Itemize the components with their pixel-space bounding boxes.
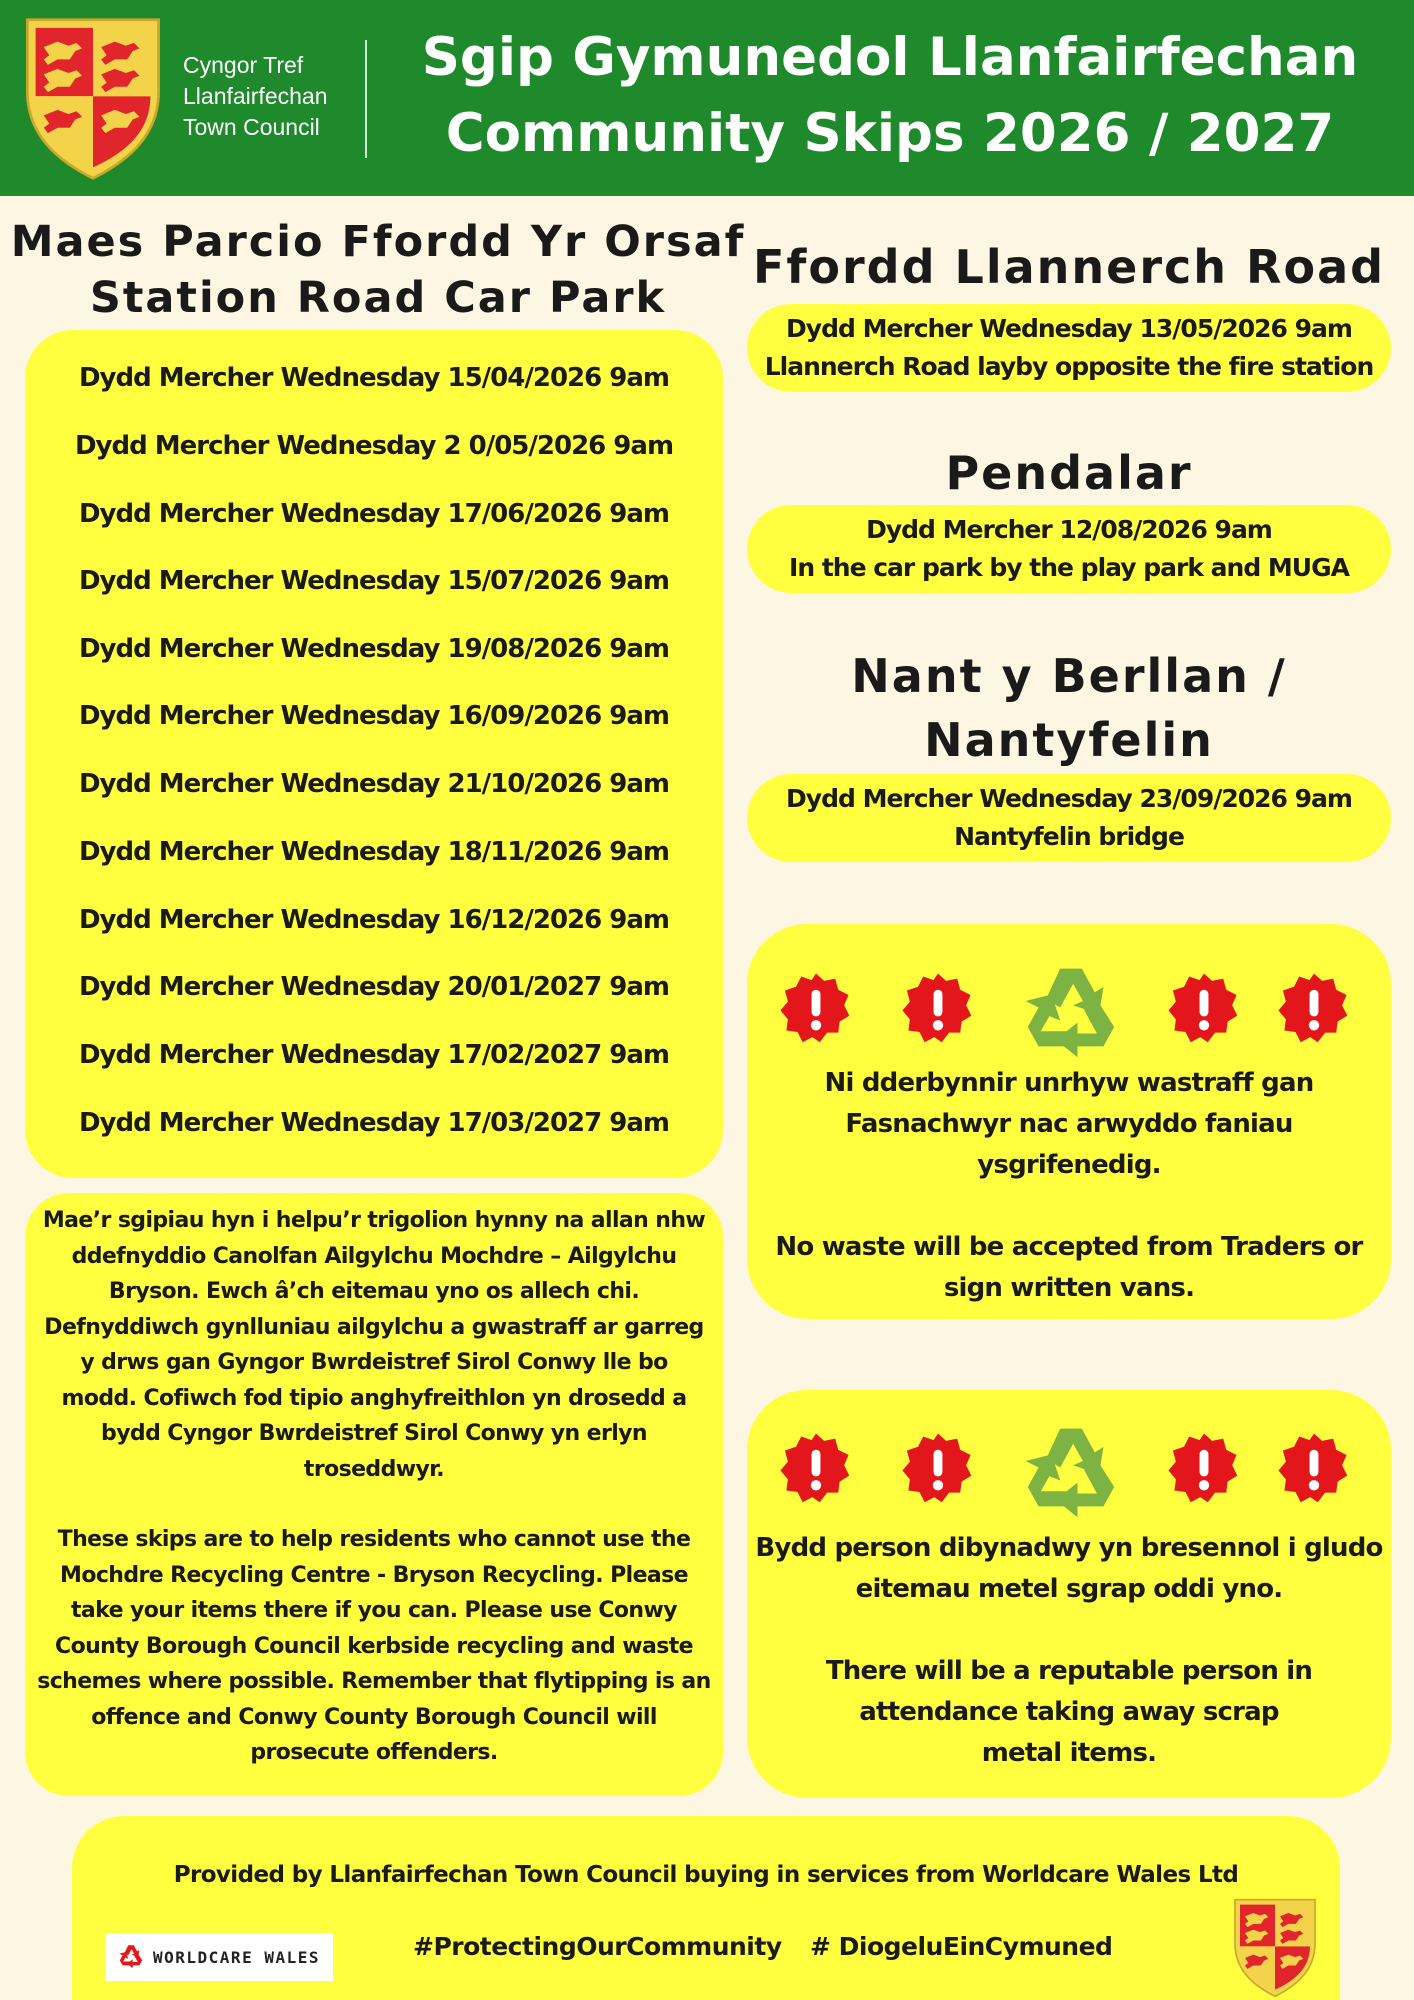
notice-welsh-line: Bydd person dibynadwy yn bresennol i gludo [755,1533,1383,1563]
notice-spacer [747,1186,1391,1227]
alert-badge-icon [779,1432,853,1506]
alert-badge-icon [901,1432,975,1506]
nantyfelin-details [747,774,1391,862]
worldcare-logo-text: WORLDCARE WALES [153,1947,320,1967]
date-item: Dydd Mercher Wednesday 16/09/2026 9am [78,701,670,731]
council-name-line: Town Council [183,114,320,140]
date-item: Dydd Mercher Wednesday 17/06/2026 9am [78,499,670,529]
date-item: Dydd Mercher Wednesday 17/02/2027 9am [78,1040,670,1070]
llannerch-heading: Ffordd Llannerch Road [752,240,1386,294]
alert-badge-icon [1277,1432,1351,1506]
crest-icon [1232,1898,1318,1998]
info-welsh-line: Defnyddiwch gynlluniau ailgylchu a gwastraff ar garreg [44,1314,704,1340]
nantyfelin-date: Dydd Mercher Wednesday 23/09/2026 9am [786,784,1352,813]
llannerch-location: Llannerch Road layby opposite the fire station [764,352,1374,381]
pendalar-details [747,505,1391,593]
page-title-welsh: Sgip Gymunedol Llanfairfechan [421,27,1359,88]
notice-english-line: There will be a reputable person in [825,1656,1313,1686]
date-item: Dydd Mercher Wednesday 2 0/05/2026 9am [74,431,674,461]
pendalar-date: Dydd Mercher 12/08/2026 9am [866,515,1272,544]
notice-scrap [747,1390,1391,1798]
notice-icon-row [747,944,1391,1054]
station-road-dates-panel [25,330,723,1178]
info-welsh-line: y drws gan Gyngor Bwrdeistref Sirol Conwy lle bo [80,1350,668,1375]
header-banner [0,0,1414,196]
notice-welsh-line: eitemau metel sgrap oddi yno. [855,1574,1283,1604]
nantyfelin-location: Nantyfelin bridge [954,822,1184,851]
llannerch-date: Dydd Mercher Wednesday 13/05/2026 9am [786,314,1352,343]
info-english-line: offence and Conwy County Borough Council will [91,1704,657,1730]
council-name [183,50,363,143]
alert-badge-icon [779,972,853,1046]
recycle-logo-icon [117,1943,145,1971]
notice-traders-text [747,1063,1391,1309]
date-item: Dydd Mercher Wednesday 15/04/2026 9am [78,363,670,393]
date-item: Dydd Mercher Wednesday 17/03/2027 9am [78,1108,670,1138]
station-road-heading-english: Station Road Car Park [89,273,667,323]
info-english-line: County Borough Council kerbside recycling and waste [55,1633,693,1659]
header-divider [365,40,367,158]
recycle-icon [1017,960,1125,1068]
notice-scrap-text [747,1528,1391,1774]
info-panel [25,1193,723,1796]
worldcare-logo [105,1933,333,1981]
recycle-icon [1017,1420,1125,1528]
alert-badge-icon [1167,972,1241,1046]
date-item: Dydd Mercher Wednesday 18/11/2026 9am [78,837,670,867]
notice-spacer [747,1610,1391,1651]
notice-english-line: No waste will be accepted from Traders or [775,1232,1363,1262]
hashtag-welsh: # DiogeluEinCymuned [810,1932,1113,1961]
notice-welsh-line: Ni dderbynnir unrhyw wastraff gan [824,1068,1314,1098]
date-item: Dydd Mercher Wednesday 15/07/2026 9am [78,566,670,596]
footer-panel [72,1816,1340,2000]
provided-by-text: Provided by Llanfairfechan Town Council buying in services from Worldcare Wales Ltd [173,1862,1239,1888]
alert-badge-icon [1277,972,1351,1046]
info-spacer [25,1487,723,1522]
date-item: Dydd Mercher Wednesday 16/12/2026 9am [78,905,670,935]
date-item: Dydd Mercher Wednesday 20/01/2027 9am [78,972,670,1002]
page-title-english: Community Skips 2026 / 2027 [445,103,1335,164]
info-english-line: These skips are to help residents who cannot use the [57,1527,691,1552]
council-name-line: Cyngor Tref [183,52,304,78]
alert-badge-icon [1167,1432,1241,1506]
info-english-line: Mochdre Recycling Centre - Bryson Recycling. Please [60,1562,688,1588]
date-item: Dydd Mercher Wednesday 21/10/2026 9am [78,769,670,799]
nantyfelin-heading-line: Nantyfelin [924,713,1214,767]
nantyfelin-heading-line: Nant y Berllan / [851,649,1287,703]
page-title [390,20,1390,172]
date-item: Dydd Mercher Wednesday 19/08/2026 9am [78,634,670,664]
notice-english-line: attendance taking away scrap [859,1697,1279,1727]
pendalar-heading: Pendalar [945,446,1193,500]
info-welsh-line: Mae’r sgipiau hyn i helpu’r trigolion hynny na allan nhw [42,1208,706,1233]
info-welsh-line: Bryson. Ewch â’ch eitemau yno os allech chi. [108,1279,640,1304]
notice-english-line: metal items. [981,1738,1157,1768]
info-welsh-line: modd. Cofiwch fod tipio anghyfreithlon yn drosedd a [61,1385,687,1411]
info-welsh-line: troseddwyr. [303,1456,445,1482]
station-road-heading-welsh: Maes Parcio Ffordd Yr Orsaf [10,217,746,267]
station-road-heading [0,214,756,326]
llannerch-details [747,304,1391,392]
info-welsh-line: bydd Cyngor Bwrdeistref Sirol Conwy yn erlyn [101,1421,647,1446]
hashtag-english: #ProtectingOurCommunity [413,1932,782,1961]
crest-icon [23,17,163,181]
info-welsh-line: ddefnyddio Canolfan Ailgylchu Mochdre – Ailgylchu [71,1243,677,1269]
info-english-line: take your items there if you can. Please use Conwy [71,1598,677,1623]
council-name-line: Llanfairfechan [183,83,328,109]
nantyfelin-heading [747,644,1391,772]
notice-welsh-line: Fasnachwyr nac arwyddo faniau [845,1109,1293,1139]
alert-badge-icon [901,972,975,1046]
info-english-line: schemes where possible. Remember that flytipping is an [37,1669,711,1694]
pendalar-location: In the car park by the play park and MUGA [789,553,1349,582]
notice-icon-row [747,1410,1391,1520]
notice-traders [747,924,1391,1319]
info-english-line: prosecute offenders. [250,1740,498,1765]
notice-welsh-line: ysgrifenedig. [977,1150,1161,1180]
notice-english-line: sign written vans. [943,1273,1195,1303]
